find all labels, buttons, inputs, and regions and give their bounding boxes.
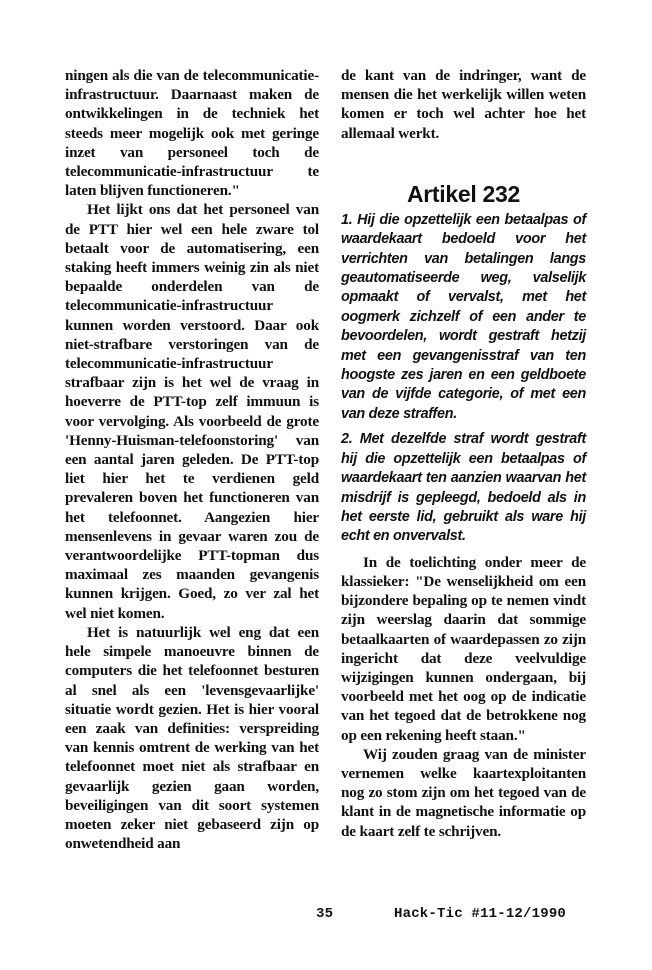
paragraph-intruder: de kant van de indringer, want de mensen die het werkelijk willen weten komen er toch wel achter hoe het allemaal werkt. <box>341 67 586 142</box>
paragraph-ptt-personnel: Het lijkt ons dat het personeel van de PTT hier wel een hele zware tol betaalt voor de automatisering, een staking heeft immers weinig zin als niet bepaalde onderdelen van de telecommunicatie-infrastructuur kunnen worden verstoord. Daar ook niet-strafbare verstoringen van de telecommunicatie-infrastructuur strafbaar zijn is het wel de vraag in hoeverre de PTT-top zelf immuun is voor vervolging. Als voorbeeld de grote 'Henny-Huisman-telefoonstoring' van een aantal jaren geleden. De PTT-top liet hier het te verdienen geld prevaleren boven het functioneren van het telefoonnet. Aangezien hier mensenlevens in gevaar waren zou de verantwoordelijke PTT-topman dus maximaal zes maanden gevangenis kunnen krijgen. Goed, zo ver zal het wel niet komen. <box>65 201 319 622</box>
law-clause-2: 2. Met dezelfde straf wordt gestraft hij die opzettelijk een betaalpas of waardekaart ten aanzien waarvan het misdrijf is gepleegd, bedoeld als in het eerste lid, gebruikt als ware hij echt en onvervalst. <box>341 431 586 545</box>
page-footer <box>316 906 566 922</box>
publication-label: Hack-Tic #11-12/1990 <box>394 906 567 922</box>
right-column <box>341 66 586 841</box>
paragraph-simple-manoeuvre: Het is natuurlijk wel eng dat een hele simpele manoeuvre binnen de computers die het telefoonnet besturen al snel als een 'levensgevaarlijke' situatie wordt gezien. Het is hier vooral een zaak van definities: verspreiding van kennis omtrent de werking van het telefoonnet moet niet als strafbaar en gevaarlijk gezien gaan worden, beveiligingen van dit soort systemen moeten zeker niet gebaseerd zijn op onwetendheid aan <box>65 623 319 853</box>
page-number: 35 <box>316 906 334 922</box>
paragraph-explanation: In de toelichting onder meer de klassieker: "De wenselijkheid om een bijzondere bepaling op te nemen vindt zijn weerslag daarin dat sommige betaalkaarten of waardepassen zo zijn ingericht dat deze veelvuldige wijzigingen kunnen ondergaan, bij voorbeeld met het oog op de indicatie van het tegoed dat de betrokkene nog op een rekening heeft staan." <box>341 553 586 744</box>
article-heading: Artikel 232 <box>406 180 521 207</box>
paragraph-minister-question: Wij zouden graag van de minister vernemen welke kaartexploitanten nog zo stom zijn om het tegoed van de klant in de magnetische informatie op de kaart zelf te schrijven. <box>341 745 586 840</box>
law-clause-1: 1. Hij die opzettelijk een betaalpas of waardekaart bedoeld voor het verrichten van betalingen langs geautomatiseerde weg, valselijk opmaakt of vervalst, met het oogmerk zichzelf of een ander te bevoordelen, wordt gestraft hetzij met een gevangenisstraf van ten hoogste zes jaren en een geldboete van de vijfde categorie, of met een van deze straffen. <box>341 211 586 422</box>
left-column <box>65 66 319 853</box>
paragraph-continuation: ningen als die van de telecommunicatie-infrastructuur. Daarnaast maken de ontwikkelingen in de techniek het steeds meer mogelijk ook met geringe inzet van personeel toch de telecommunicatie-infrastructuur te laten blijven functioneren." <box>65 67 319 200</box>
